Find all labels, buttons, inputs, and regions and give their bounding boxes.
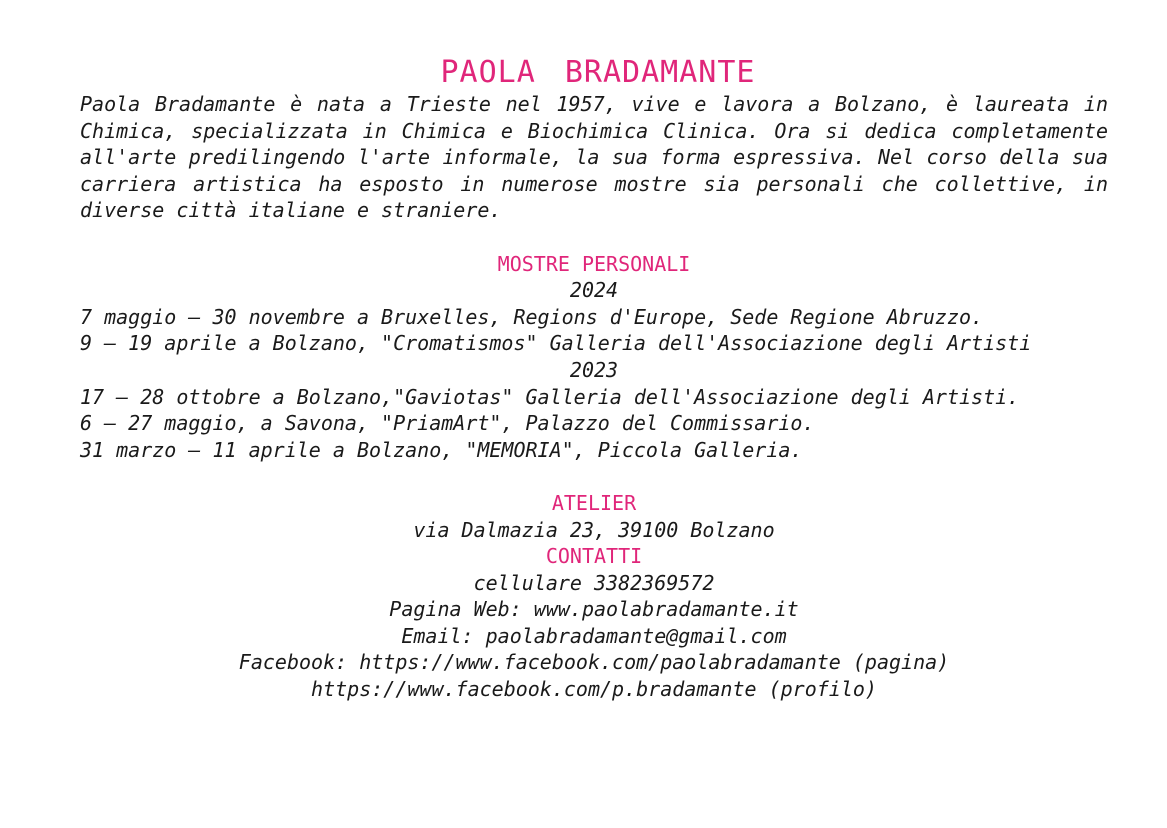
exhibition-item: 17 – 28 ottobre a Bolzano,"Gaviotas" Galleria dell'Associazione degli Artisti. (80, 384, 1020, 409)
atelier-address: via Dalmazia 23, 39100 Bolzano (413, 517, 775, 542)
spacer (80, 463, 1108, 490)
spacer (80, 224, 1108, 251)
exhibitions-heading: MOSTRE PERSONALI (497, 251, 691, 276)
document-page (80, 55, 1108, 703)
email-link[interactable]: Email: paolabradamante@gmail.com (401, 623, 787, 648)
facebook-page-link[interactable]: Facebook: https://www.facebook.com/paolabradamante (pagina) (238, 650, 950, 675)
facebook-profile-link[interactable]: https://www.facebook.com/p.bradamante (profilo) (311, 677, 877, 702)
contacts-heading: CONTATTI (545, 544, 643, 569)
exhibition-item: 6 – 27 maggio, a Savona, "PriamArt", Palazzo del Commissario. (80, 411, 815, 436)
year-2024: 2024 (569, 278, 619, 303)
year-2023: 2023 (569, 357, 619, 382)
phone-number: cellulare 3382369572 (473, 570, 715, 595)
exhibition-item: 7 maggio – 30 novembre a Bruxelles, Regions d'Europe, Sede Regione Abruzzo. (80, 304, 984, 329)
exhibition-item: 31 marzo – 11 aprile a Bolzano, "MEMORIA", Piccola Galleria. (80, 437, 803, 462)
exhibition-item: 9 – 19 aprile a Bolzano, "Cromatismos" Galleria dell'Associazione degli Artisti (80, 331, 1032, 356)
page-title: PAOLA BRADAMANTE (440, 55, 756, 90)
atelier-heading: ATELIER (551, 490, 637, 515)
website-link[interactable]: Pagina Web: www.paolabradamante.it (389, 597, 799, 622)
biography-paragraph: Paola Bradamante è nata a Trieste nel 1957, vive e lavora a Bolzano, è laureata in Chimica, specializzata in Chimica e Biochimica Clinica. Ora si dedica completamente all'arte predilingendo l'arte informale, la sua forma espressiva. Nel corso della sua carriera artistica ha esposto in numerose mostre sia personali che collettive, in diverse città italiane e straniere. (80, 92, 1108, 223)
